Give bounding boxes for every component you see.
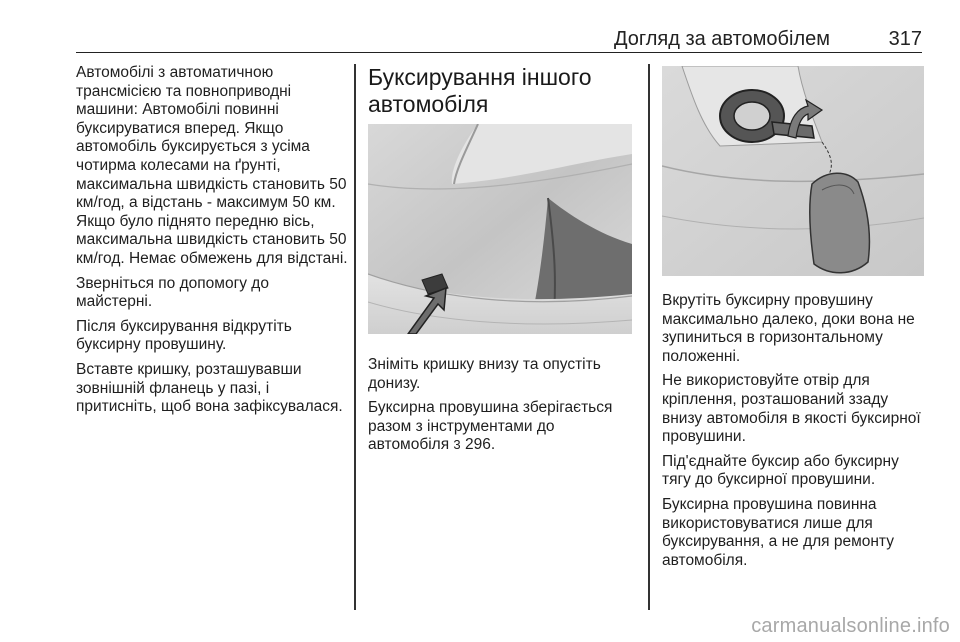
page-header — [76, 26, 922, 53]
paragraph-do-not-use-hole: Не використовуйте отвір для кріплення, розташований ззаду внизу автомобіля в якості буксирної провушини. — [662, 372, 921, 446]
paragraph-automatic-towing: Автомобілі з автоматичною трансмісією та повноприводні машини: Автомобілі повинні буксируватися вперед. Якщо автомобіль буксирується з усіма чотирма колесами на ґрунті, максимальна швидкість становить 50 км/год, а відстань - максимум 50 км. Якщо було піднято передню вісь, максимальна швидкість становить 50 км/год. Немає обмежень для відстані. — [76, 64, 348, 267]
eye-storage-text: Буксирна провушина зберігається разом з інструментами до — [368, 399, 613, 435]
paragraph-screw-in-eye: Вкрутіть буксирну провушину максимально далеко, доки вона не зупиниться в горизонтальному положенні. — [662, 292, 915, 365]
towing-eye-illustration — [662, 66, 924, 276]
page-number: 317 — [888, 28, 922, 50]
page-reference-arrow-icon: 3 — [453, 437, 461, 453]
paragraph-eye-storage — [368, 399, 636, 455]
watermark: carmanualsonline.info — [751, 615, 950, 637]
column-left — [76, 64, 348, 423]
removed-cover-icon — [810, 173, 870, 273]
paragraph-insert-cover: Вставте кришку, розташувавши зовнішній фланець у пазі, і притисніть, щоб вона зафіксувалася. — [76, 360, 343, 416]
eye-storage-ref-text: автомобіля — [368, 436, 450, 454]
paragraph-workshop: Зверніться по допомогу до майстерні. — [76, 274, 269, 311]
paragraph-remove-cover: Зніміть кришку внизу та опустіть донизу. — [368, 356, 601, 392]
figure-towing-eye — [662, 66, 924, 276]
paragraph-attach-tow: Під'єднайте буксир або буксирну тягу до буксирної провушини. — [662, 452, 899, 489]
column-divider-1 — [354, 64, 356, 610]
column-divider-2 — [648, 64, 650, 610]
page-reference[interactable]: 296. — [464, 436, 496, 454]
paragraph-eye-only-towing: Буксирна провушина повинна використовуватися лише для буксирування, а не для ремонту автомобіля. — [662, 495, 894, 569]
figure-rear-bumper-cover — [368, 124, 632, 334]
section-title: Буксирування іншого автомобіля — [368, 64, 592, 117]
column-right — [662, 292, 932, 576]
rear-bumper-illustration — [368, 124, 632, 334]
paragraph-unscrew-eye: Після буксирування відкрутіть буксирну провушину. — [76, 317, 292, 354]
chapter-title: Догляд за автомобілем — [613, 28, 830, 50]
